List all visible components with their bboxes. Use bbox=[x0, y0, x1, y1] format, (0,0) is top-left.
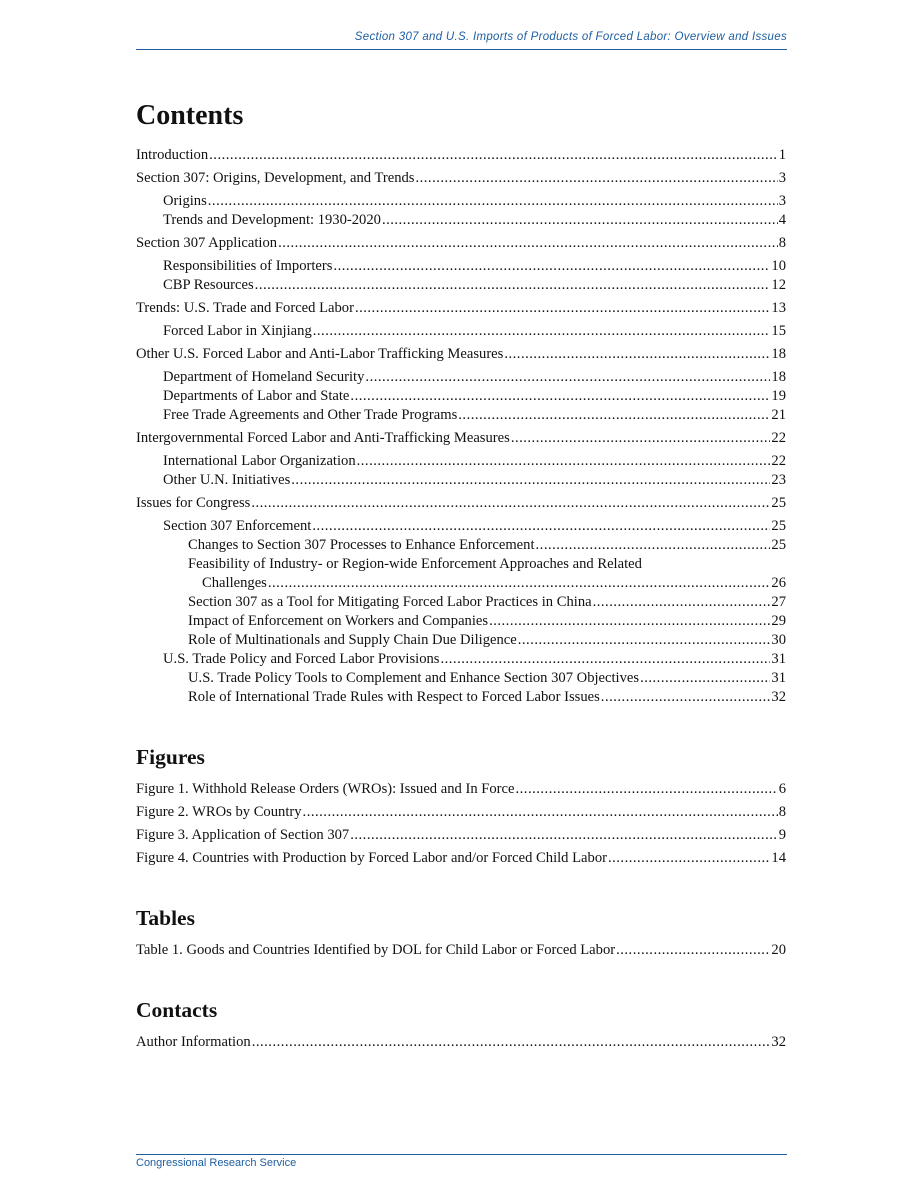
toc-entry-ilo[interactable]: International Labor Organization ..... 22 bbox=[136, 452, 786, 471]
toc-entry-trade-policy[interactable]: U.S. Trade Policy and Forced Labor Provisions ..... 31 bbox=[136, 650, 786, 669]
running-footer bbox=[136, 1154, 787, 1169]
header-title: Section 307 and U.S. Imports of Products of Forced Labor: Overview and Issues bbox=[354, 31, 787, 43]
toc-entry-responsibilities-importers[interactable]: Responsibilities of Importers ..... 10 bbox=[136, 257, 786, 276]
toc-entry-section-307-application[interactable]: Section 307 Application ..... 8 bbox=[136, 234, 786, 253]
toc-entry-feasibility[interactable]: Feasibility of Industry- or Region-wide Enforcement Approaches and Related Challenges ..... 26 bbox=[136, 555, 786, 593]
toc-entry-changes-processes[interactable]: Changes to Section 307 Processes to Enhance Enforcement ..... 25 bbox=[136, 536, 786, 555]
tables-list bbox=[136, 941, 786, 960]
table-of-contents bbox=[136, 100, 786, 1052]
figures-section bbox=[136, 745, 786, 868]
toc-entry-trade-policy-tools[interactable]: U.S. Trade Policy Tools to Complement and Enhance Section 307 Objectives ..... 31 bbox=[136, 669, 786, 688]
toc-entry-tool-china[interactable]: Section 307 as a Tool for Mitigating Forced Labor Practices in China ..... 27 bbox=[136, 593, 786, 612]
footer-text: Congressional Research Service bbox=[136, 1157, 297, 1169]
toc-entry-issues-congress[interactable]: Issues for Congress ..... 25 bbox=[136, 494, 786, 513]
toc-entry-origins[interactable]: Origins ..... 3 bbox=[136, 192, 786, 211]
contacts-list bbox=[136, 1033, 786, 1052]
contacts-heading: Contacts bbox=[136, 998, 218, 1022]
toc-entry-section-307-origins[interactable]: Section 307: Origins, Development, and Trends ..... 3 bbox=[136, 169, 786, 188]
contents-heading: Contents bbox=[136, 100, 244, 131]
figure-entry-3[interactable]: Figure 3. Application of Section 307 ..... 9 bbox=[136, 826, 786, 845]
table-entry-1[interactable]: Table 1. Goods and Countries Identified by DOL for Child Labor or Forced Labor ..... 20 bbox=[136, 941, 786, 960]
toc-entry-section-307-enforcement[interactable]: Section 307 Enforcement ..... 25 bbox=[136, 517, 786, 536]
figures-heading: Figures bbox=[136, 745, 205, 769]
running-header bbox=[136, 31, 787, 50]
toc-entry-dhs[interactable]: Department of Homeland Security ..... 18 bbox=[136, 368, 786, 387]
figure-entry-4[interactable]: Figure 4. Countries with Production by Forced Labor and/or Forced Child Labor ..... 14 bbox=[136, 849, 786, 868]
figures-list bbox=[136, 780, 786, 868]
toc-entry-intergovernmental-measures[interactable]: Intergovernmental Forced Labor and Anti-Trafficking Measures ..... 22 bbox=[136, 429, 786, 448]
toc-entry-un-initiatives[interactable]: Other U.N. Initiatives ..... 23 bbox=[136, 471, 786, 490]
toc-entry-multinationals[interactable]: Role of Multinationals and Supply Chain Due Diligence ..... 30 bbox=[136, 631, 786, 650]
tables-heading: Tables bbox=[136, 906, 195, 930]
toc-entry-trends-development[interactable]: Trends and Development: 1930-2020 ..... 4 bbox=[136, 211, 786, 230]
toc-entry-free-trade-agreements[interactable]: Free Trade Agreements and Other Trade Programs ..... 21 bbox=[136, 406, 786, 425]
toc-entry-impact-enforcement[interactable]: Impact of Enforcement on Workers and Companies ..... 29 bbox=[136, 612, 786, 631]
contacts-section bbox=[136, 998, 786, 1052]
toc-entry-forced-labor-xinjiang[interactable]: Forced Labor in Xinjiang ..... 15 bbox=[136, 322, 786, 341]
toc-entry-cbp-resources[interactable]: CBP Resources ..... 12 bbox=[136, 276, 786, 295]
toc-entry-introduction[interactable]: Introduction ..... 1 bbox=[136, 146, 786, 165]
toc-entry-international-trade-rules[interactable]: Role of International Trade Rules with Respect to Forced Labor Issues ..... 32 bbox=[136, 688, 786, 707]
toc-entry-trends-trade-forced-labor[interactable]: Trends: U.S. Trade and Forced Labor ..... 13 bbox=[136, 299, 786, 318]
toc-entry-labor-state[interactable]: Departments of Labor and State ..... 19 bbox=[136, 387, 786, 406]
contents-list bbox=[136, 146, 786, 707]
contact-entry-author-information[interactable]: Author Information ..... 32 bbox=[136, 1033, 786, 1052]
toc-entry-other-us-measures[interactable]: Other U.S. Forced Labor and Anti-Labor Trafficking Measures ..... 18 bbox=[136, 345, 786, 364]
figure-entry-2[interactable]: Figure 2. WROs by Country ..... 8 bbox=[136, 803, 786, 822]
tables-section bbox=[136, 906, 786, 960]
figure-entry-1[interactable]: Figure 1. Withhold Release Orders (WROs): Issued and In Force ..... 6 bbox=[136, 780, 786, 799]
